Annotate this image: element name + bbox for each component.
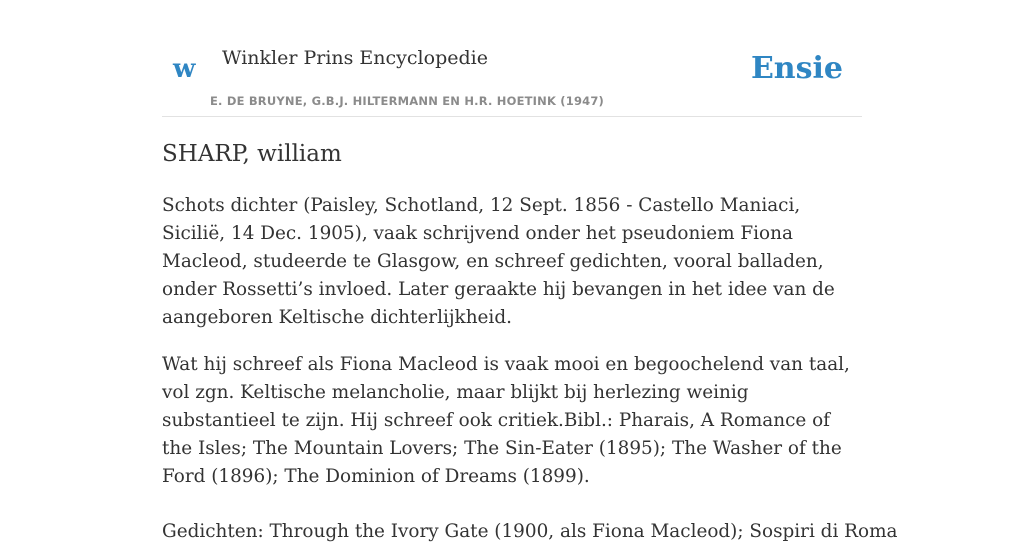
brand-logo-link[interactable]: Ensie — [750, 51, 843, 86]
article-paragraph: Schots dichter (Paisley, Schotland, 12 Sept. 1856 - Castello Maniaci, Sicilië, 14 Dec. 1905), vaak schrijvend onder het pseudoniem Fiona Macleod, studeerde te Glasgow, en schreef gedichten, vooral balladen, onder Rossetti’s invloed. Later geraakte hij bevangen in het idee van de aangeboren Keltische dichterlijkheid. — [162, 195, 835, 328]
article-title: SHARP, william — [162, 141, 342, 167]
site-title[interactable]: Winkler Prins Encyclopedie — [222, 47, 488, 69]
article-content — [162, 139, 898, 546]
site-logo-icon[interactable]: w — [173, 54, 196, 84]
authors-byline: E. DE BRUYNE, G.B.J. HILTERMANN EN H.R. HOETINK (1947) — [210, 94, 605, 108]
site-header — [162, 0, 862, 117]
article-paragraph: Wat hij schreef als Fiona Macleod is vaak mooi en begoochelend van taal, vol zgn. Keltische melancholie, maar blijkt bij herlezing weinig substantieel te zijn. Hij schreef ook critiek.Bibl.: Pharais, A Romance of the Isles; The Mountain Lovers; The Sin-Eater (1895); The Washer of the Ford (1896); The Dominion of Dreams (1899). — [162, 354, 850, 487]
article-paragraph: Gedichten: Through the Ivory Gate (1900, als Fiona Macleod); Sospiri di Roma — [162, 521, 898, 542]
